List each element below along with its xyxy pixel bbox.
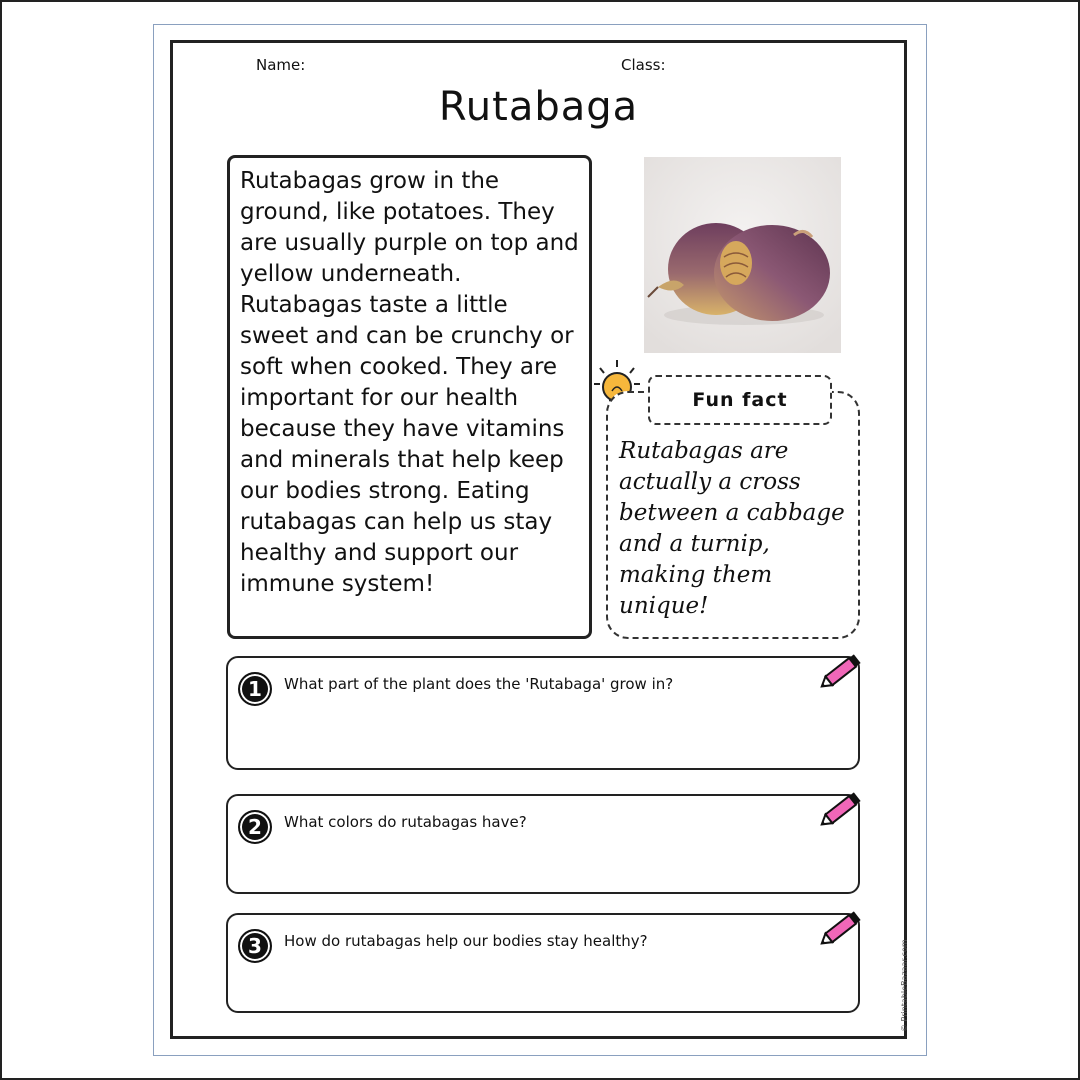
question-2-answer-box[interactable]	[226, 794, 860, 894]
pencil-icon	[816, 907, 866, 951]
worksheet-title: Rutabaga	[438, 84, 639, 130]
question-number: 1	[238, 672, 272, 706]
reading-passage: Rutabagas grow in the ground, like potatoes. They are usually purple on top and yellow underneath. Rutabagas taste a little sweet and can be crunchy or soft when cooked. They are important for our health because they have vitamins and minerals that help keep our bodies strong. Eating rutabagas can help us stay healthy and support our immune system!	[227, 155, 592, 639]
copyright-text: © PrintableBazaar.com	[900, 939, 909, 1032]
question-1-answer-box[interactable]	[226, 656, 860, 770]
pencil-icon	[816, 788, 866, 832]
question-number: 3	[238, 929, 272, 963]
question-number: 2	[238, 810, 272, 844]
fun-fact-label: Fun fact	[648, 375, 832, 425]
pencil-icon	[816, 650, 866, 694]
fun-fact-text: Rutabagas are actually a cross between a cabbage and a turnip, making them unique!	[619, 438, 845, 619]
question-text: What part of the plant does the 'Rutabaga' grow in?	[284, 675, 674, 693]
question-text: How do rutabagas help our bodies stay healthy?	[284, 932, 648, 950]
question-text: What colors do rutabagas have?	[284, 813, 527, 831]
rutabaga-photo	[644, 157, 841, 353]
class-label: Class:	[621, 56, 666, 74]
name-label: Name:	[256, 56, 306, 74]
question-3-answer-box[interactable]	[226, 913, 860, 1013]
